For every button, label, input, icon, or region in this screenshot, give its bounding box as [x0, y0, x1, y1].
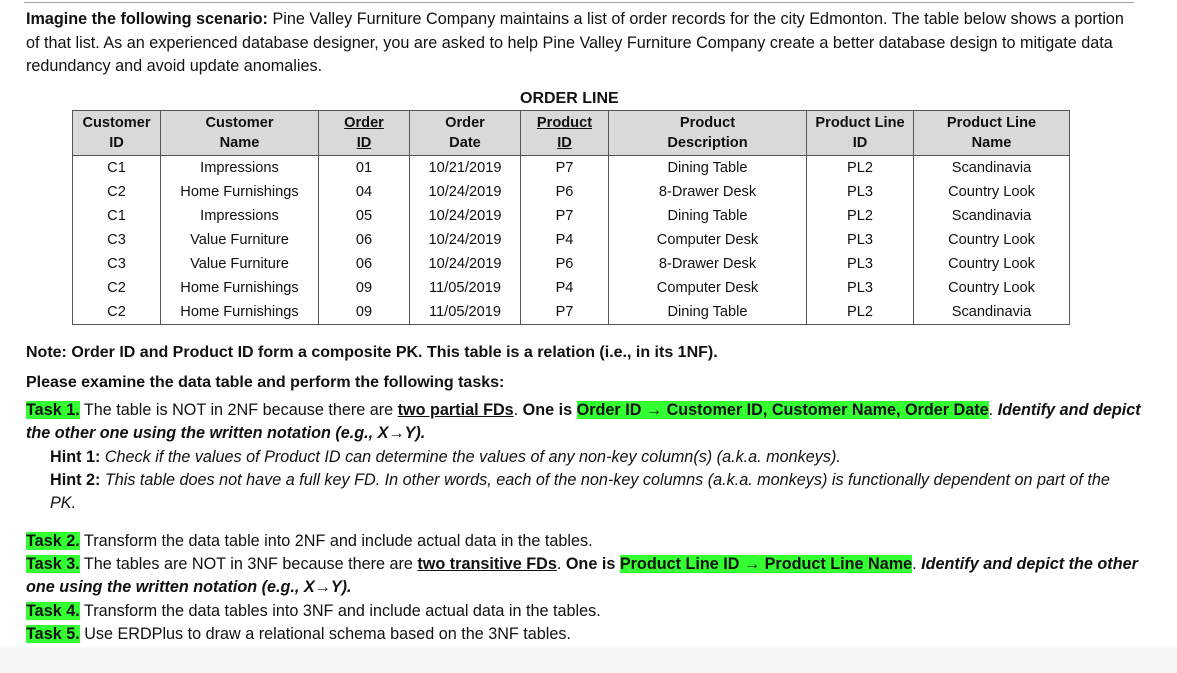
cell: 01	[319, 156, 410, 181]
hint-1-text: Check if the values of Product ID can determine the values of any non-key column(s) (a.k.a. monkeys).	[100, 448, 841, 466]
table-row	[73, 276, 1070, 300]
cell: 05	[319, 204, 410, 228]
table-row	[73, 228, 1070, 252]
cell: PL2	[807, 300, 914, 325]
cell: 06	[319, 228, 410, 252]
task-3-bold: One is	[565, 555, 620, 573]
top-rule	[24, 2, 1134, 3]
hint-1	[50, 446, 1130, 469]
cell: P6	[521, 180, 609, 204]
cell: Scandinavia	[914, 204, 1070, 228]
scenario-paragraph	[26, 8, 1136, 79]
cell: Country Look	[914, 252, 1070, 276]
cell: C1	[73, 204, 161, 228]
task-5	[26, 623, 1146, 646]
scenario-lead: Imagine the following scenario:	[26, 10, 268, 28]
cell: P7	[521, 204, 609, 228]
cell: C3	[73, 252, 161, 276]
header-customer-id: Customer ID	[73, 111, 161, 156]
task-1-text: The table is NOT in 2NF because there are	[79, 401, 398, 419]
cell: 04	[319, 180, 410, 204]
cell: PL2	[807, 156, 914, 181]
task-4	[26, 600, 1146, 623]
cell: 10/24/2019	[410, 180, 521, 204]
cell: Dining Table	[609, 156, 807, 181]
cell: Home Furnishings	[161, 180, 319, 204]
footer-band	[0, 647, 1177, 673]
table-row	[73, 252, 1070, 276]
task-3-underlined: two transitive FDs	[417, 555, 557, 573]
header-customer-name: Customer Name	[161, 111, 319, 156]
task-1-label: Task 1.	[26, 401, 80, 419]
header-product-id: Product ID	[521, 111, 609, 156]
task-1-highlight-fd: Order ID → Customer ID, Customer Name, Order Date	[576, 401, 989, 419]
cell: Dining Table	[609, 300, 807, 325]
task-2	[26, 530, 1146, 553]
cell: P4	[521, 228, 609, 252]
header-order-date: Order Date	[410, 111, 521, 156]
table-row	[73, 180, 1070, 204]
examine-instruction: Please examine the data table and perform the following tasks:	[26, 374, 505, 391]
cell: 10/24/2019	[410, 204, 521, 228]
hint-2	[50, 469, 1130, 515]
task-4-text: Transform the data tables into 3NF and include actual data in the tables.	[79, 602, 601, 620]
cell: 8-Drawer Desk	[609, 180, 807, 204]
cell: Country Look	[914, 228, 1070, 252]
hint-1-label: Hint 1:	[50, 448, 101, 466]
cell: Computer Desk	[609, 228, 807, 252]
table-header-row	[73, 111, 1070, 156]
task-1-instruction: Identify and depict the other one using the written notation (e.g., X→Y).	[26, 401, 1141, 442]
cell: Dining Table	[609, 204, 807, 228]
cell: Scandinavia	[914, 300, 1070, 325]
order-line-table	[72, 110, 1070, 325]
task-5-label: Task 5.	[26, 625, 80, 643]
hint-2-label: Hint 2:	[50, 471, 101, 489]
header-order-id: Order ID	[319, 111, 410, 156]
cell: Home Furnishings	[161, 300, 319, 325]
cell: 10/21/2019	[410, 156, 521, 181]
header-product-line-id: Product Line ID	[807, 111, 914, 156]
cell: 11/05/2019	[410, 276, 521, 300]
cell: 11/05/2019	[410, 300, 521, 325]
cell: Country Look	[914, 180, 1070, 204]
task-1-bold: One is	[522, 401, 577, 419]
cell: PL3	[807, 276, 914, 300]
cell: 06	[319, 252, 410, 276]
cell: P6	[521, 252, 609, 276]
cell: PL2	[807, 204, 914, 228]
cell: Home Furnishings	[161, 276, 319, 300]
table-row	[73, 156, 1070, 181]
task-3	[26, 553, 1146, 599]
cell: C3	[73, 228, 161, 252]
table-row	[73, 204, 1070, 228]
cell: P4	[521, 276, 609, 300]
hint-2-text: This table does not have a full key FD. In other words, each of the non-key columns (a.k.a. monkeys) is functionally dependent on part of the PK.	[50, 471, 1110, 512]
cell: Impressions	[161, 156, 319, 181]
cell: Value Furniture	[161, 228, 319, 252]
task-3-highlight-fd: Product Line ID → Product Line Name	[619, 555, 913, 573]
header-product-line-name: Product Line Name	[914, 111, 1070, 156]
cell: 09	[319, 276, 410, 300]
cell: 09	[319, 300, 410, 325]
cell: Value Furniture	[161, 252, 319, 276]
cell: C2	[73, 180, 161, 204]
task-3-text-2: .	[556, 555, 566, 573]
cell: P7	[521, 300, 609, 325]
task-1-text-3: .	[988, 401, 998, 419]
cell: Scandinavia	[914, 156, 1070, 181]
header-product-description: Product Description	[609, 111, 807, 156]
cell: Impressions	[161, 204, 319, 228]
task-3-text-3: .	[912, 555, 922, 573]
task-1-text-2: .	[513, 401, 523, 419]
cell: PL3	[807, 252, 914, 276]
pk-note: Note: Order ID and Product ID form a composite PK. This table is a relation (i.e., in its 1NF).	[26, 344, 718, 361]
cell: 10/24/2019	[410, 228, 521, 252]
cell: PL3	[807, 228, 914, 252]
table-title: ORDER LINE	[520, 90, 619, 107]
cell: P7	[521, 156, 609, 181]
cell: C1	[73, 156, 161, 181]
task-2-label: Task 2.	[26, 532, 80, 550]
task-3-instruction: Identify and depict the other one using the written notation (e.g., X→Y).	[26, 555, 1138, 596]
task-4-label: Task 4.	[26, 602, 80, 620]
table-row	[73, 300, 1070, 325]
cell: PL3	[807, 180, 914, 204]
task-1	[26, 399, 1146, 445]
scenario-text: Pine Valley Furniture Company maintains a list of order records for the city Edmonton. The table below shows a portion of that list. As an experienced database designer, you are asked to help Pine Valley Furniture Company create a better database design to mitigate data redundancy and avoid update anomalies.	[26, 10, 1124, 75]
task-2-text: Transform the data table into 2NF and include actual data in the tables.	[79, 532, 593, 550]
task-3-label: Task 3.	[26, 555, 80, 573]
task-1-underlined: two partial FDs	[397, 401, 514, 419]
cell: 8-Drawer Desk	[609, 252, 807, 276]
task-5-text: Use ERDPlus to draw a relational schema based on the 3NF tables.	[79, 625, 571, 643]
cell: Computer Desk	[609, 276, 807, 300]
cell: C2	[73, 300, 161, 325]
cell: Country Look	[914, 276, 1070, 300]
task-3-text: The tables are NOT in 3NF because there are	[79, 555, 418, 573]
cell: C2	[73, 276, 161, 300]
cell: 10/24/2019	[410, 252, 521, 276]
